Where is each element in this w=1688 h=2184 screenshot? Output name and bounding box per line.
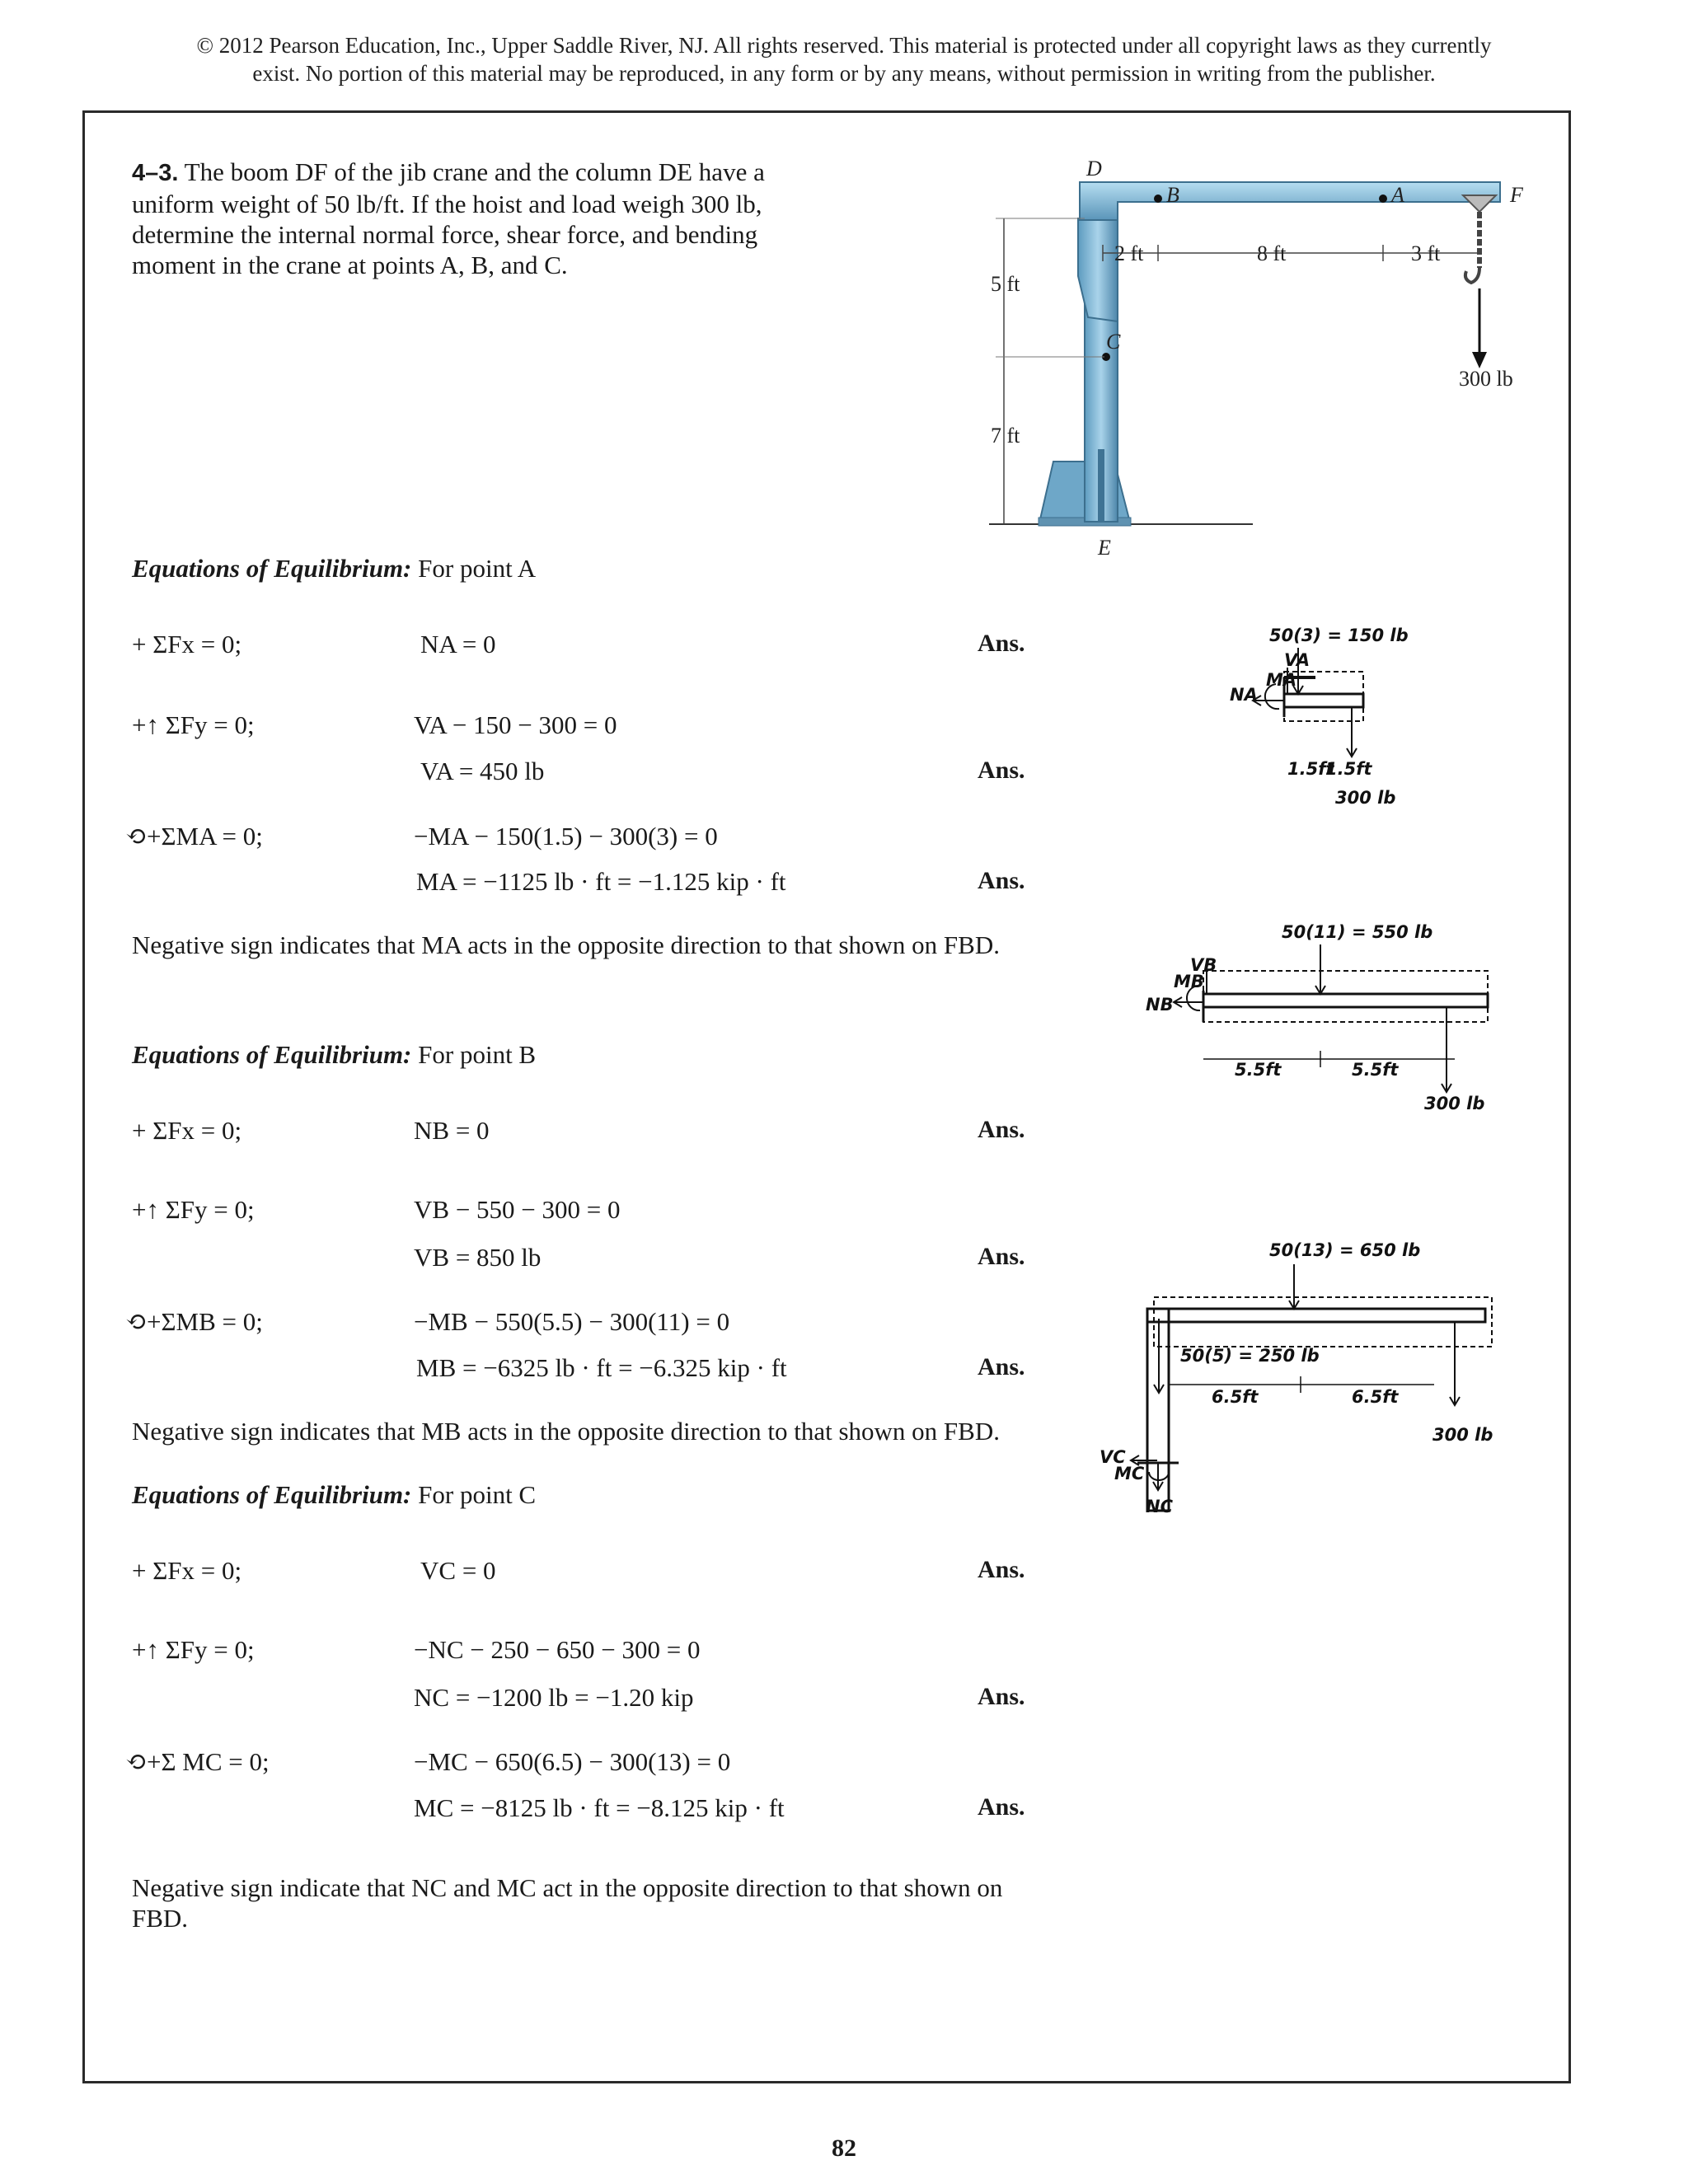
fbd-b-d2: 5.5ft — [1352, 1060, 1399, 1080]
point-F: F — [1510, 183, 1523, 207]
fbd-c-column-weight: 50(5) = 250 lb — [1180, 1346, 1320, 1366]
fbd-b-weight: 50(11) = 550 lb — [1282, 922, 1433, 942]
fbd-point-b — [1096, 915, 1508, 1121]
fbd-b-d1: 5.5ft — [1235, 1060, 1282, 1080]
section-a-eq3-label: ⟲+ΣMA = 0; — [125, 822, 263, 851]
section-b-note: Negative sign indicates that MB acts in the opposite direction to that shown on FBD. — [132, 1417, 1000, 1446]
copyright-notice — [82, 31, 1606, 87]
section-a-eq1: NA = 0 — [420, 630, 496, 658]
section-b-eq2a: VB − 550 − 300 = 0 — [414, 1195, 621, 1224]
problem-number: 4–3. — [132, 160, 179, 186]
section-a-ans1: Ans. — [978, 630, 1025, 657]
section-c-eq2b: NC = −1200 lb = −1.20 kip — [414, 1683, 694, 1712]
problem-text: The boom DF of the jib crane and the column DE have a uniform weight of 50 lb/ft. If the hoist and load weigh 300 lb, determine the internal normal force, shear force, and bending moment in the crane at points A, B, and C. — [132, 157, 765, 279]
problem-statement — [132, 157, 783, 280]
fbd-a-weight: 50(3) = 150 lb — [1269, 626, 1409, 645]
fbd-a-MA: MA — [1266, 670, 1297, 690]
section-a-eq3b: MA = −1125 lb · ft = −1.125 kip · ft — [416, 867, 786, 896]
point-D: D — [1086, 157, 1102, 180]
fbd-c-load: 300 lb — [1432, 1425, 1493, 1445]
section-c-eq1-label: + ΣFx = 0; — [132, 1556, 242, 1585]
section-b-ans1: Ans. — [978, 1116, 1025, 1143]
fbd-a-d2: 1.5ft — [1325, 759, 1372, 779]
section-b-ans3: Ans. — [978, 1353, 1025, 1380]
dim-8ft: 8 ft — [1257, 241, 1287, 265]
point-C: C — [1106, 330, 1121, 354]
section-b-heading: Equations of Equilibrium: For point B — [132, 1040, 537, 1069]
section-b-eq3-label: ⟲+ΣMB = 0; — [125, 1307, 263, 1336]
fbd-point-a — [1187, 618, 1426, 816]
section-b-eq2-label: +↑ ΣFy = 0; — [132, 1195, 255, 1224]
boom-DF — [1080, 182, 1500, 220]
section-a-eq3a: −MA − 150(1.5) − 300(3) = 0 — [414, 822, 718, 851]
copyright-line-1: © 2012 Pearson Education, Inc., Upper Saddle River, NJ. All rights reserved. This material is protected under all copyright laws as they currently — [196, 33, 1492, 58]
section-c-heading: Equations of Equilibrium: For point C — [132, 1480, 537, 1509]
section-a-eq2-label: +↑ ΣFy = 0; — [132, 710, 255, 739]
section-b-eq1-label: + ΣFx = 0; — [132, 1116, 242, 1145]
copyright-line-2: exist. No portion of this material may be reproduced, in any form or by any means, without permission in writing from the publisher. — [252, 61, 1436, 86]
section-a-note: Negative sign indicates that MA acts in the opposite direction to that shown on FBD. — [132, 930, 1000, 959]
section-a-ans3: Ans. — [978, 867, 1025, 894]
section-a-eq2a: VA − 150 − 300 = 0 — [414, 710, 617, 739]
section-c-note: Negative sign indicate that NC and MC act in the opposite direction to that shown on FBD. — [132, 1873, 1003, 1933]
point-A: A — [1391, 183, 1404, 207]
section-c-ans2: Ans. — [978, 1683, 1025, 1710]
section-c-eq2a: −NC − 250 − 650 − 300 = 0 — [414, 1635, 701, 1664]
fbd-point-c — [1088, 1228, 1517, 1525]
fbd-c-weight: 50(13) = 650 lb — [1269, 1240, 1421, 1260]
section-a-eq2b: VA = 450 lb — [420, 757, 545, 785]
dim-2ft: 2 ft — [1114, 241, 1144, 265]
section-c-ans3: Ans. — [978, 1793, 1025, 1821]
dim-7ft: 7 ft — [991, 424, 1020, 448]
section-c-eq2-label: +↑ ΣFy = 0; — [132, 1635, 255, 1664]
section-a-ans2: Ans. — [978, 757, 1025, 784]
section-c-eq3b: MC = −8125 lb · ft = −8.125 kip · ft — [414, 1793, 785, 1822]
section-b-eq3a: −MB − 550(5.5) − 300(11) = 0 — [414, 1307, 730, 1336]
fbd-b-NB: NB — [1146, 995, 1174, 1015]
section-b-eq3b: MB = −6325 lb · ft = −6.325 kip · ft — [416, 1353, 787, 1382]
section-b-eq1: NB = 0 — [414, 1116, 490, 1145]
fbd-c-VC: VC — [1100, 1447, 1126, 1467]
fbd-a-d1: 1.5ft — [1287, 759, 1334, 779]
fbd-c-NC: NC — [1146, 1497, 1173, 1516]
point-E: E — [1098, 536, 1111, 560]
fbd-b-load: 300 lb — [1424, 1094, 1485, 1113]
fbd-c-MC: MC — [1114, 1464, 1145, 1483]
section-b-ans2: Ans. — [978, 1243, 1025, 1270]
fbd-a-NA: NA — [1230, 685, 1258, 705]
section-c-eq3-label: ⟲+Σ MC = 0; — [125, 1747, 270, 1776]
section-b-eq2b: VB = 850 lb — [414, 1243, 542, 1272]
fbd-c-d1: 6.5ft — [1212, 1387, 1259, 1407]
section-c-eq1: VC = 0 — [420, 1556, 496, 1585]
dim-3ft: 3 ft — [1411, 241, 1441, 265]
fbd-b-MB: MB — [1174, 972, 1204, 991]
fbd-a-VA: VA — [1284, 650, 1311, 670]
load-label: 300 lb — [1459, 367, 1513, 391]
fbd-c-d2: 6.5ft — [1352, 1387, 1399, 1407]
page-number: 82 — [832, 2135, 856, 2162]
section-a-eq1-label: + ΣFx = 0; — [132, 630, 242, 658]
fbd-b-VB: VB — [1190, 955, 1217, 975]
point-B: B — [1166, 183, 1179, 207]
fbd-a-load: 300 lb — [1335, 788, 1396, 808]
section-c-ans1: Ans. — [978, 1556, 1025, 1583]
jib-crane-figure — [973, 152, 1566, 573]
section-a-heading: Equations of Equilibrium: For point A — [132, 554, 537, 583]
section-c-eq3a: −MC − 650(6.5) − 300(13) = 0 — [414, 1747, 731, 1776]
dim-5ft: 5 ft — [991, 272, 1020, 296]
